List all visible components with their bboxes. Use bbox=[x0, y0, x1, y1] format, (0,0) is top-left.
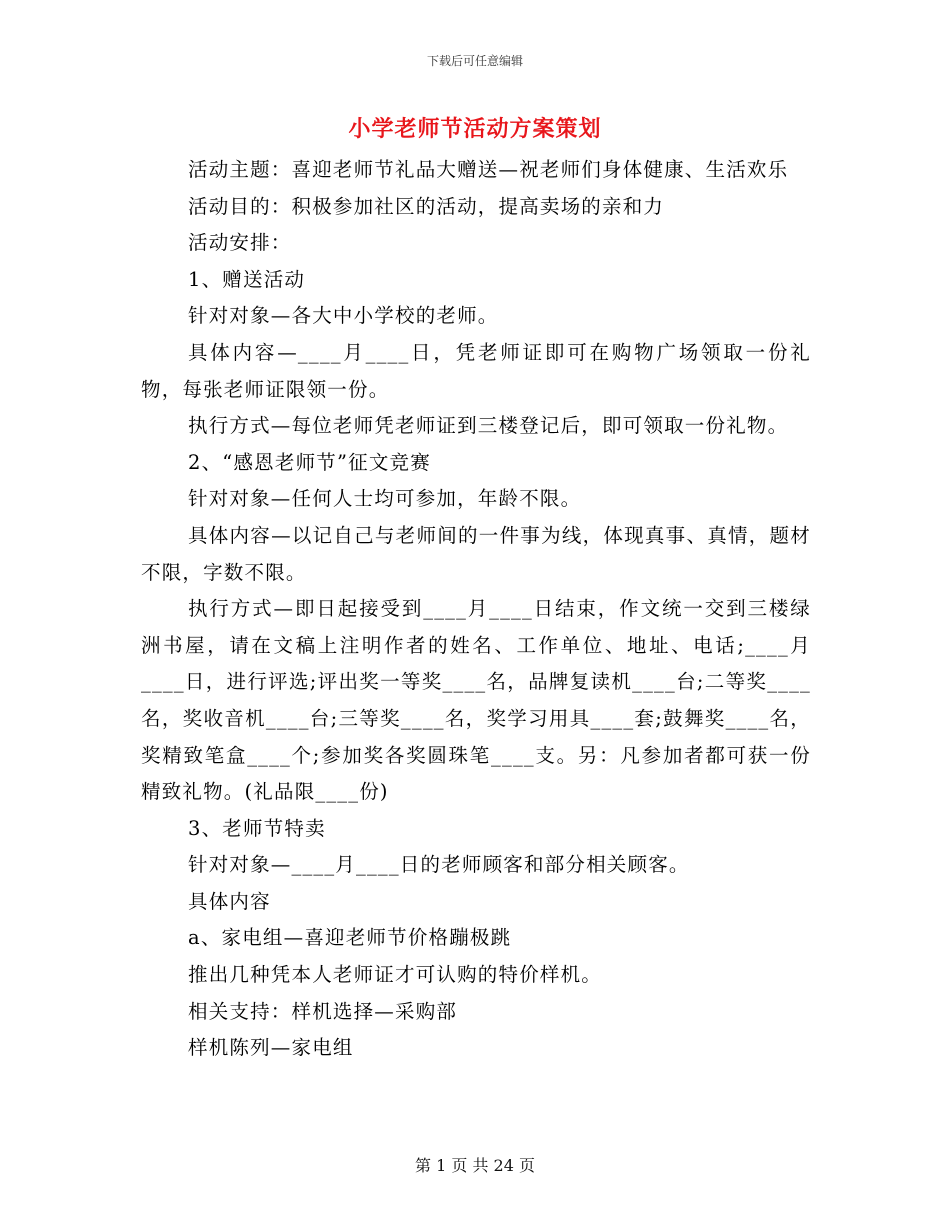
page-number: 第 1 页 共 24 页 bbox=[415, 1156, 535, 1175]
paragraph-arrangement: 活动安排： bbox=[188, 231, 292, 255]
paragraph-essay-method: 执行方式—即日起接受到____月____日结束，作文统一交到三楼绿洲书屋，请在文稿上注明作者的姓名、工作单位、地址、电话;____月____日，进行评选;评出奖一等奖____名，品牌复读机____台;二等奖____名，奖收音机____台;三等奖____名，奖学习用具____套;鼓舞奖____名，奖精致笔盒____个;参加奖各奖圆珠笔____支。另：凡参加者都可获一份精致礼物。(礼品限____份) bbox=[141, 597, 811, 804]
paragraph-appliance-group: a、家电组—喜迎老师节价格蹦极跳 bbox=[188, 926, 512, 950]
paragraph-gift-target: 针对对象—各大中小学校的老师。 bbox=[188, 304, 499, 328]
paragraph-support-display: 样机陈列—家电组 bbox=[188, 1036, 354, 1060]
paragraph-essay-target: 针对对象—任何人士均可参加，年龄不限。 bbox=[188, 487, 582, 511]
document-title: 小学老师节活动方案策划 bbox=[348, 116, 602, 142]
paragraph-essay-content: 具体内容—以记自己与老师间的一件事为线，体现真事、真情，题材不限，字数不限。 bbox=[141, 523, 811, 584]
paragraph-sale-content: 具体内容 bbox=[188, 889, 271, 913]
paragraph-sale-target: 针对对象—____月____日的老师顾客和部分相关顾客。 bbox=[188, 853, 690, 877]
document-body bbox=[141, 152, 811, 1067]
paragraph-support-selection: 相关支持：样机选择—采购部 bbox=[188, 999, 458, 1023]
paragraph-special-models: 推出几种凭本人老师证才可认购的特价样机。 bbox=[188, 963, 603, 987]
section-heading-essay: 2、“感恩老师节”征文竞赛 bbox=[188, 450, 431, 474]
paragraph-theme: 活动主题：喜迎老师节礼品大赠送—祝老师们身体健康、生活欢乐 bbox=[188, 158, 789, 181]
section-heading-gift: 1、赠送活动 bbox=[188, 267, 306, 291]
header-note: 下载后可任意编辑 bbox=[426, 54, 523, 68]
paragraph-purpose: 活动目的：积极参加社区的活动，提高卖场的亲和力 bbox=[188, 194, 665, 218]
paragraph-gift-content: 具体内容—____月____日，凭老师证即可在购物广场领取一份礼物，每张老师证限领一份。 bbox=[141, 340, 811, 401]
section-heading-sale: 3、老师节特卖 bbox=[188, 816, 326, 840]
paragraph-gift-method: 执行方式—每位老师凭老师证到三楼登记后，即可领取一份礼物。 bbox=[188, 414, 789, 438]
